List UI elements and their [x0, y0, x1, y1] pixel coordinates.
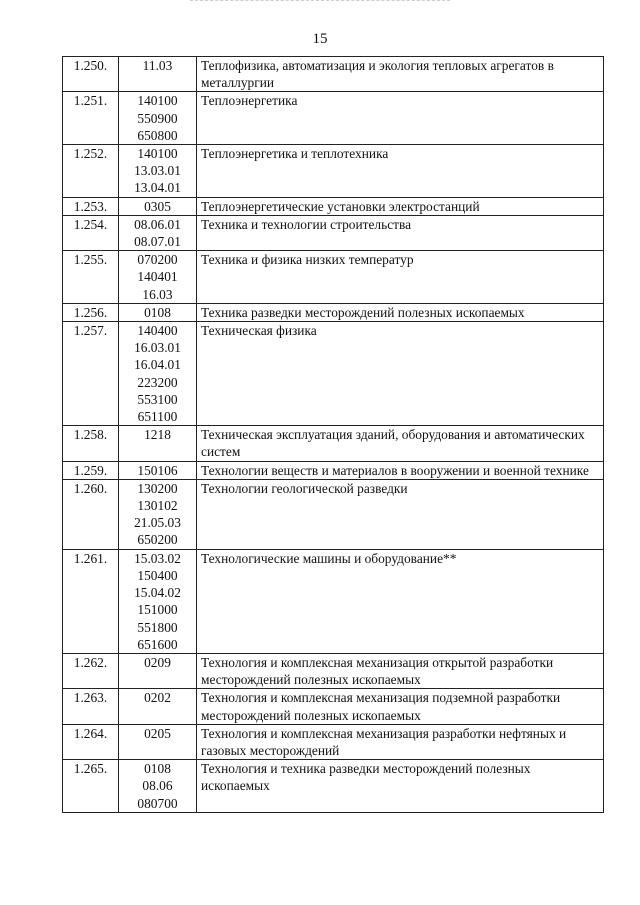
specialty-code: 150106 [137, 462, 178, 478]
row-number-cell: 1.253. [63, 197, 119, 215]
specialty-codes-cell [119, 92, 197, 145]
specialty-code: 0205 [144, 725, 171, 741]
specialty-code: 16.03 [142, 286, 173, 302]
specialty-code: 650200 [137, 532, 178, 548]
specialty-codes-cell [119, 760, 197, 813]
row-number-cell: 1.260. [63, 479, 119, 549]
specialty-code: 140401 [137, 269, 178, 285]
specialty-code: 140100 [137, 146, 178, 162]
row-number-cell: 1.257. [63, 322, 119, 426]
specialty-name-cell: Техника разведки месторождений полезных ископаемых [197, 303, 604, 321]
row-number-cell: 1.256. [63, 303, 119, 321]
specialty-code: 130200 [137, 480, 178, 496]
specialty-codes-cell [119, 145, 197, 198]
specialty-codes-cell [119, 724, 197, 759]
row-number-cell: 1.259. [63, 461, 119, 479]
row-number-cell: 1.250. [63, 57, 119, 92]
specialty-code: 0202 [144, 690, 171, 706]
specialty-code: 0209 [144, 654, 171, 670]
table-body [63, 57, 604, 813]
specialty-code: 140400 [137, 323, 178, 339]
table-row [63, 322, 604, 426]
specialty-codes-cell [119, 461, 197, 479]
specialty-code: 21.05.03 [134, 515, 181, 531]
table-row [63, 215, 604, 250]
table-row [63, 724, 604, 759]
specialty-name-cell: Техническая физика [197, 322, 604, 426]
specialty-code: 140100 [137, 93, 178, 109]
table-row [63, 461, 604, 479]
page-number: 15 [312, 31, 328, 47]
specialty-name-cell: Теплоэнергетика [197, 92, 604, 145]
table-row [63, 197, 604, 215]
specialty-codes-cell [119, 653, 197, 688]
specialty-codes-cell [119, 303, 197, 321]
row-number-cell: 1.254. [63, 215, 119, 250]
table-row [63, 145, 604, 198]
specialty-code: 11.03 [142, 58, 173, 73]
scan-artifact [190, 0, 450, 5]
specialty-code: 0108 [144, 304, 171, 320]
specialty-codes-cell [119, 197, 197, 215]
specialty-name-cell: Теплоэнергетика и теплотехника [197, 145, 604, 198]
row-number-cell: 1.258. [63, 426, 119, 461]
specialty-code: 080700 [137, 795, 178, 811]
specialty-code: 08.06 [142, 778, 173, 794]
specialty-codes-cell [119, 215, 197, 250]
specialty-code: 0108 [144, 761, 171, 777]
specialty-code: 551800 [137, 619, 178, 635]
specialty-name-cell: Технология и комплексная механизация разработки нефтяных и газовых месторождений [197, 724, 604, 759]
specialty-code: 223200 [137, 374, 178, 390]
specialty-code: 070200 [137, 252, 178, 268]
table-row [63, 303, 604, 321]
specialty-codes-cell [119, 322, 197, 426]
table-row [63, 426, 604, 461]
table-row [63, 689, 604, 724]
table-row [63, 251, 604, 304]
row-number-cell: 1.251. [63, 92, 119, 145]
specialty-name-cell: Технология и техника разведки месторождений полезных ископаемых [197, 760, 604, 813]
specialty-code: 553100 [137, 391, 178, 407]
specialty-codes-cell [119, 57, 197, 92]
specialty-codes-cell [119, 549, 197, 653]
table-row [63, 653, 604, 688]
specialty-code: 15.04.02 [134, 585, 181, 601]
specialty-name-cell: Теплофизика, автоматизация и экология тепловых агрегатов в металлургии [197, 57, 604, 92]
specialty-name-cell: Техника и технологии строительства [197, 215, 604, 250]
specialty-code: 151000 [137, 602, 178, 618]
row-number-cell: 1.263. [63, 689, 119, 724]
specialty-code: 0305 [144, 198, 171, 214]
specialty-name-cell: Теплоэнергетические установки электростанций [197, 197, 604, 215]
row-number-cell: 1.264. [63, 724, 119, 759]
specialty-code: 150400 [137, 567, 178, 583]
specialty-name-cell: Технологические машины и оборудование** [197, 549, 604, 653]
table-row [63, 57, 604, 92]
table-row [63, 479, 604, 549]
specialty-code: 130102 [137, 498, 178, 514]
specialty-code: 13.04.01 [134, 180, 181, 196]
specialties-table [62, 56, 604, 813]
row-number-cell: 1.252. [63, 145, 119, 198]
table-row [63, 549, 604, 653]
specialty-name-cell: Технологии веществ и материалов в вооружении и военной технике [197, 461, 604, 479]
specialty-name-cell: Техника и физика низких температур [197, 251, 604, 304]
row-number-cell: 1.261. [63, 549, 119, 653]
specialty-codes-cell [119, 251, 197, 304]
specialty-code: 08.06.01 [134, 216, 181, 232]
specialty-code: 650800 [137, 127, 178, 143]
specialty-code: 550900 [137, 110, 178, 126]
specialty-codes-cell [119, 689, 197, 724]
row-number-cell: 1.265. [63, 760, 119, 813]
table-row [63, 760, 604, 813]
table-row [63, 92, 604, 145]
specialty-code: 16.03.01 [134, 340, 181, 356]
specialty-code: 1218 [144, 427, 171, 443]
specialty-codes-cell [119, 479, 197, 549]
specialty-name-cell: Технология и комплексная механизация открытой разработки месторождений полезных ископаемых [197, 653, 604, 688]
specialty-code: 08.07.01 [134, 234, 181, 250]
row-number-cell: 1.255. [63, 251, 119, 304]
specialty-name-cell: Техническая эксплуатация зданий, оборудования и автоматических систем [197, 426, 604, 461]
row-number-cell: 1.262. [63, 653, 119, 688]
specialty-name-cell: Технология и комплексная механизация подземной разработки месторождений полезных ископаемых [197, 689, 604, 724]
specialty-code: 651600 [137, 636, 178, 652]
specialty-code: 13.03.01 [134, 163, 181, 179]
specialty-name-cell: Технологии геологической разведки [197, 479, 604, 549]
specialty-code: 651100 [137, 409, 178, 425]
specialty-code: 15.03.02 [134, 550, 181, 566]
specialty-codes-cell [119, 426, 197, 461]
specialty-code: 16.04.01 [134, 357, 181, 373]
